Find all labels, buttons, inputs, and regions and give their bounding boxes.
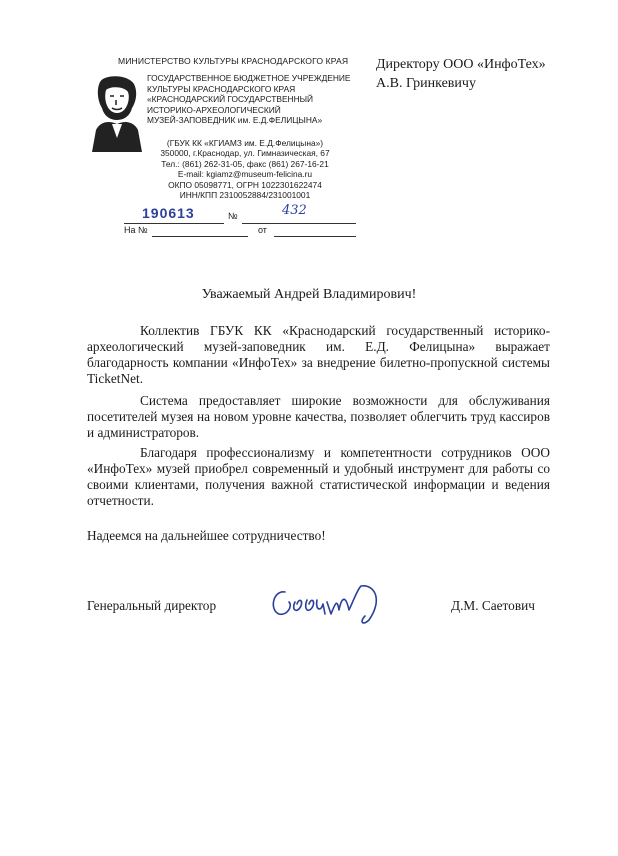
org-line: КУЛЬТУРЫ КРАСНОДАРСКОГО КРАЯ xyxy=(147,83,296,94)
registration-line xyxy=(124,203,356,225)
organization-contacts xyxy=(120,138,370,200)
org-inn-kpp: ИНН/КПП 2310052884/231001001 xyxy=(179,190,311,201)
number-underline xyxy=(242,223,356,224)
closing-line: Надеемся на дальнейшее сотрудничество! xyxy=(87,528,326,543)
body-paragraph: Благодаря профессионализму и компетентности сотрудников ООО «ИнфоТех» музей приобрел современный и удобный инструмент для работы со своими клиентами, получения важной статистической информации и ведения отчетности. xyxy=(87,445,550,508)
reference-line xyxy=(124,225,356,239)
registration-number-label: № xyxy=(228,211,238,221)
addressee-block xyxy=(376,55,546,93)
reference-number-underline xyxy=(152,236,248,237)
body-paragraph: Система предоставляет широкие возможности для обслуживания посетителей музея на новом уровне качества, позволяет облегчить труд кассиров и администраторов. xyxy=(87,393,550,440)
org-line: ГОСУДАРСТВЕННОЕ БЮДЖЕТНОЕ УЧРЕЖДЕНИЕ xyxy=(147,73,351,83)
handwritten-signature xyxy=(265,580,395,626)
reference-date-underline xyxy=(274,236,356,237)
addressee-position: Директору ООО «ИнфоТех» xyxy=(376,57,546,72)
org-line: МУЗЕЙ-ЗАПОВЕДНИК им. Е.Д.ФЕЛИЦЫНА» xyxy=(147,115,323,126)
date-underline xyxy=(124,223,224,224)
greeting: Уважаемый Андрей Владимирович! xyxy=(201,287,417,302)
org-address: 350000, г.Краснодар, ул. Гимназическая, 67 xyxy=(160,148,330,159)
body-paragraph: Коллектив ГБУК КК «Краснодарский государственный историко-археологический музей-заповедник им. Е.Д. Фелицына» выражает благодарность компании «ИнфоТех» за внедрение билетно-пропускной системы TicketNet. xyxy=(87,323,550,386)
org-phone: Тел.: (861) 262-31-05, факс (861) 267-16-21 xyxy=(161,158,329,169)
org-line: «КРАСНОДАРСКИЙ ГОСУДАРСТВЕННЫЙ xyxy=(147,94,314,105)
reference-date-label: от xyxy=(258,225,267,235)
signatory-name: Д.М. Саетович xyxy=(451,598,535,613)
org-okpo-ogrn: ОКПО 05098771, ОГРН 1022301622474 xyxy=(168,179,322,190)
org-short-name: (ГБУК КК «КГИАМЗ им. Е.Д.Фелицына») xyxy=(166,138,324,148)
addressee-name: А.В. Гринкевичу xyxy=(376,76,476,91)
registration-date-stamp: 190613 xyxy=(142,205,195,221)
organization-name xyxy=(147,73,362,126)
registration-number: 432 xyxy=(282,203,307,218)
reference-number-label: На № xyxy=(124,225,148,235)
org-email: E-mail: kgiamz@museum-felicina.ru xyxy=(177,169,313,180)
ministry-name: МИНИСТЕРСТВО КУЛЬТУРЫ КРАСНОДАРСКОГО КРАЯ xyxy=(118,56,349,66)
org-line: ИСТОРИКО-АРХЕОЛОГИЧЕСКИЙ xyxy=(147,104,281,115)
signatory-title: Генеральный директор xyxy=(87,598,217,613)
